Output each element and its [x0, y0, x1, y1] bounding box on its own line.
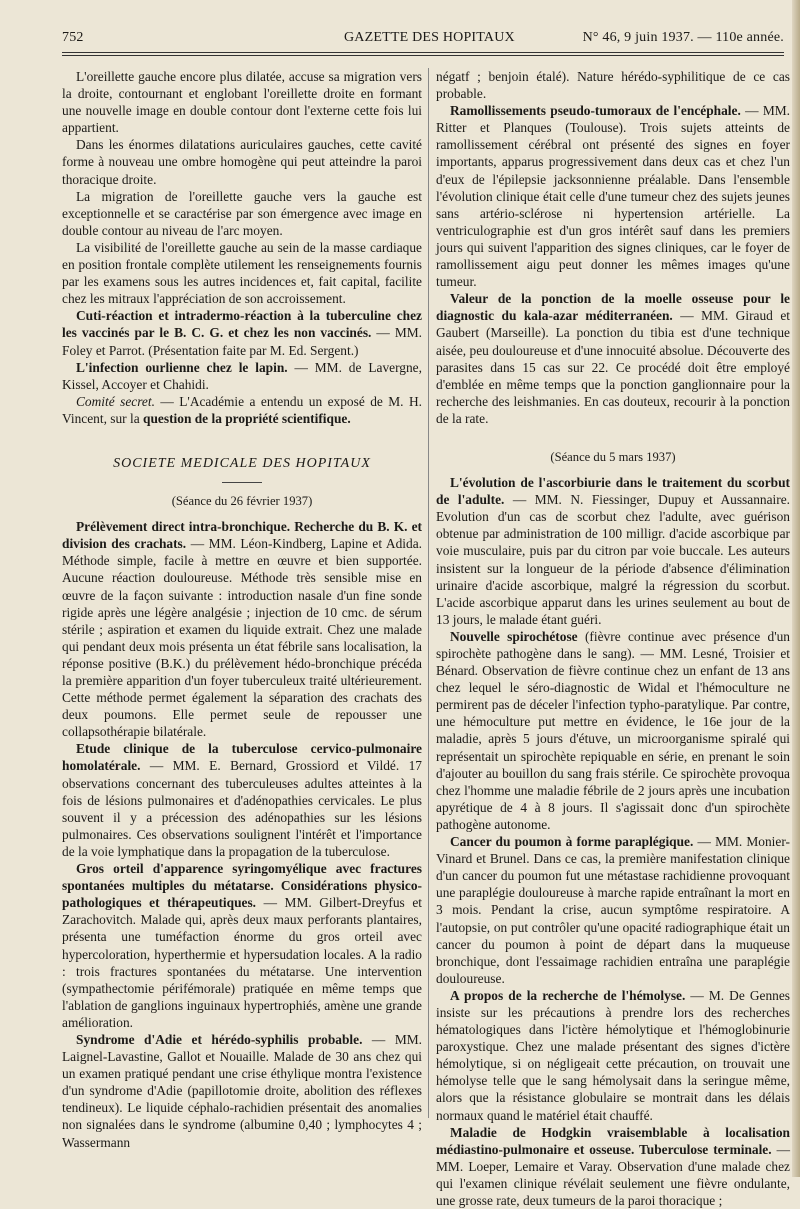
abstract-body: — MM. Monier-Vinard et Brunel. Dans ce cas, la première manifestation clinique d'un cancer du poumon fut une métastase rachidienne provoquant une paraplégie douloureuse à marche rapide entraînant la mort en 3 mois. Pendant la crise, aucun symptôme respiratoire. A l'autopsie, on put contrôler qu'une opacité radiographique était un cancer du poumon à point de départ dans la muqueuse bronchique, dont l'essaimage rachidien entraîna une paraplégie douloureuse. [436, 834, 790, 986]
abstract-title: Nouvelle spirochétose [450, 628, 578, 644]
abstract-entry [62, 307, 422, 358]
abstract-title: L'infection ourlienne chez le lapin. [76, 359, 288, 375]
abstract-title: Etude clinique de la tuberculose cervico-pulmonaire homolatérale. [62, 741, 422, 774]
abstract-title: question de la propriété scientifique. [143, 410, 351, 426]
abstract-body: — MM. E. Bernard, Grossiord et Vildé. 17 observations concernant des tuberculeuses adultes atteintes à la fois de lésions pulmonaires et d'adénopathies cervicales. Le plus souvent il y a précession des adénopathies sur les lésions pulmonaires. Ces observations soulignent l'intérêt et l'importance de la voie lymphatique dans la propagation de la tuberculose. [62, 758, 422, 859]
header-rule [62, 52, 784, 53]
abstract-title: A propos de la recherche de l'hémolyse. [450, 987, 686, 1003]
abstract-title: Cuti-réaction et intradermo-réaction à la tuberculine chez les vaccinés par le B. C. G. et chez les non vaccinés. [62, 308, 422, 341]
abstract-body: — M. De Gennes insiste sur les précautions à prendre lors des recherches hématologiques dans l'ictère hémolytique et l'hémoglobinurie paroxystique. Chez une malade présentant des signes d'ictère hémolytique, si on négligeait cette précaution, on trouvait une hémolyse telle que le sang hémolysait dans la seringue même, alors que la résistance globulaire se montrait dans les délais normaux quand le matériel était chauffé. [436, 987, 790, 1123]
journal-title: GAZETTE DES HOPITAUX [344, 30, 515, 45]
abstract-entry [62, 359, 422, 393]
page-number: 752 [62, 30, 84, 45]
abstract-title: Gros orteil d'apparence syringomyélique avec fractures spontanées multiples du métatarse. Considérations physico-pathologiques et thérapeutiques. [62, 861, 422, 911]
abstract-title: Syndrome d'Adie et hérédo-syphilis probable. [76, 1031, 363, 1047]
abstract-entry [436, 474, 790, 628]
abstract-title: Valeur de la ponction de la moelle osseuse pour le diagnostic du kala-azar méditerranéen. [436, 291, 790, 324]
header-rule-double [62, 55, 784, 56]
abstract-body: — MM. Ritter et Planques (Toulouse). Trois sujets atteints de ramollissement cérébral ont présenté des signes en foyer importants, apparus progressivement dans deux cas et chez l'un d'eux de l'épilepsie jacksonnienne préalable. Dans l'ensemble l'évolution clinique était celle d'une tumeur chez des sujets jeunes sans artério-sclérose ni hypertension artérielle. La ventriculographie est d'un gros intérêt sauf dans les premiers jours qui suivent l'apparition des signes cliniques, car le foyer de ramollissement aigu peut donner les mêmes images qu'une tumeur. [436, 103, 790, 290]
abstract-entry [436, 628, 790, 833]
comite-label: Comité secret. [76, 393, 155, 409]
section-title: SOCIETE MEDICALE DES HOPITAUX [113, 455, 371, 471]
paragraph: La migration de l'oreillette gauche vers la gauche est exceptionnelle et se caractérise par son émergence avec image en double contour au niveau de l'arc moyen. [62, 188, 422, 238]
abstract-entry [436, 290, 790, 427]
abstract-entry [62, 518, 422, 740]
abstract-body: — L'Académie a entendu un exposé de M. H. Vincent, sur la [62, 393, 422, 426]
paragraph: L'oreillette gauche encore plus dilatée, accuse sa migration vers la droite, contournant et englobant l'oreillette droite en formant une nouvelle image en double contour dont l'externe cette fois lui appartient. [62, 69, 422, 136]
section-rule [222, 482, 262, 483]
abstract-body: — MM. Giraud et Gaubert (Marseille). La ponction du tibia est d'une technique aisée, peu douloureuse et d'une innocuité absolue. Découverte des parasites dans 15 cas sur 22. Ce procédé doit être employé d'emblée en même temps que la ponction ganglionnaire pour la recherche des leishmanies. En cas douteux, recourir à la ponction de la rate. [436, 308, 790, 426]
abstract-title: L'évolution de l'ascorbiurie dans le traitement du scorbut de l'adulte. [436, 475, 790, 508]
right-column [436, 68, 790, 1209]
abstract-entry [436, 1124, 790, 1209]
abstract-entry [62, 860, 422, 1031]
left-column [62, 68, 422, 1151]
abstract-title: Maladie de Hodgkin vraisemblable à localisation médiastino-pulmonaire et osseuse. Tuberculose terminale. [436, 1124, 790, 1157]
abstract-entry [62, 393, 422, 427]
abstract-authors: — MM. de Lavergne, Kissel, Accoyer et Chahidi. [62, 359, 422, 392]
column-separator [428, 68, 429, 1118]
abstract-entry [62, 740, 422, 860]
abstract-body: — MM. Loeper, Lemaire et Varay. Observation d'une malade chez qui l'examen clinique révélait seulement une fièvre ondulante, une grosse rate, deux tumeurs de la paroi thoracique ; [436, 1141, 790, 1208]
abstract-body: — MM. Léon-Kindberg, Lapine et Adida. Méthode simple, facile à mettre en œuvre et bien supportée. Aucune réaction douloureuse. Méthode très sensible mise en œuvre de la façon suivante : introduction nasale d'un fine sonde rigide après une légère analgésie ; injection de 10 cmc. de sérum stérile ; aspiration et examen du liquide extrait. Chez une malade qui pendant deux mois présenta un état fébrile sans localisation, la réponse positive (B.K.) du prélèvement hédo-bronchique précéda la première apparition d'un foyer tuberculeux traité ultérieurement. Cette méthode permet également la séparation des crachats des deux poumons. Elle permet seule de repousser une collapsothérapie bilatérale. [62, 536, 423, 740]
paragraph: La visibilité de l'oreillette gauche au sein de la masse cardiaque en position frontale complète utilement les renseignements fournis par les examens sous les autres incidences et, fait capital, facilite chez les mitraux l'appréciation de son accroissement. [62, 239, 422, 307]
abstract-entry [436, 102, 790, 290]
seance-date: (Séance du 26 février 1937) [171, 494, 313, 509]
abstract-body: — MM. Laignel-Lavastine, Gallot et Nouaille. Malade de 30 ans chez qui un examen pratiqué pendant une crise éthylique montra l'existence d'un syndrome d'Adie (papillotomie droite, abolition des réflexes tendineux). Le liquide céphalo-rachidien présentait des anomalies non signalées dans le syndrome (albumine 0,40 ; lymphocytes 4 ; Wassermann [62, 1031, 422, 1150]
abstract-body: — MM. Gilbert-Dreyfus et Zarachovitch. Malade qui, après deux maux perforants plantaires, présenta une tuméfaction énorme du gros orteil avec hypercoloration, hyperthermie et hypersudation locales. A la radio : trois fractures spontanées du métatarse. Une intervention (sympathectomie périfémorale) pratiquée en même temps que l'ablation de ganglions inguinaux hypertrophiés, amène une grande amélioration. [62, 895, 422, 1030]
abstract-authors: — MM. Foley et Parrot. (Présentation faite par M. Ed. Sergent.) [62, 325, 422, 358]
abstract-title: Prélèvement direct intra-bronchique. Recherche du B. K. et division des crachats. [62, 519, 422, 552]
paragraph: Dans les énormes dilatations auriculaires gauches, cette cavité forme à nouveau une ombre homogène qui peut atteindre la paroi thoracique droite. [62, 137, 422, 187]
issue-info: N° 46, 9 juin 1937. — 110e année. [582, 30, 784, 45]
abstract-entry [436, 987, 790, 1124]
abstract-title: Ramollissements pseudo-tumoraux de l'encéphale. [450, 103, 741, 119]
seance-date: (Séance du 5 mars 1937) [550, 449, 676, 464]
abstract-body: — MM. N. Fiessinger, Dupuy et Aussannaire. Evolution d'un cas de scorbut chez l'adulte, avec guérison obtenue par administration de 100 milligr. d'acide ascorbique par voie musculaire, puis par du citron par voie buccale. Les auteurs insistent sur la longueur de la période d'absence d'élimination urinaire d'acide ascorbique, malgré la régression du scorbut. L'acide ascorbique apparut dans les urines seulement au bout de 13 jours, le malade étant guéri. [436, 492, 790, 627]
abstract-title: Cancer du poumon à forme paraplégique. [450, 834, 694, 850]
paragraph: négatf ; benjoin étalé). Nature hérédo-syphilitique de ce cas probable. [436, 69, 790, 102]
running-header [62, 28, 784, 48]
abstract-body: (fièvre continue avec présence d'un spirochète pathogène dans le sang). — MM. Lesné, Troisier et Bénard. Observation de fièvre continue chez un enfant de 13 ans chez lequel le séro-diagnostic de Widal et l'hémoculture ne permirent pas de déceler l'infection typho-paratylique. Par contre, une hémoculture put mettre en évidence, le 16e jour de la maladie, après 5 jours d'étuve, un microorganisme spiralé qui représentait un spirochète repiquable en série, en prenant le soin d'ajouter au bouillon du sang frais stérile. Ce spirochète provoqua chez l'homme une maladie fébrile de 2 jours après une incubation apyrétique de 4 à 8 jours. Il s'agissait donc d'un spirochète pathogène autonome. [436, 628, 790, 832]
abstract-entry [62, 1031, 422, 1151]
page-edge [792, 0, 800, 1177]
abstract-entry [436, 833, 790, 987]
